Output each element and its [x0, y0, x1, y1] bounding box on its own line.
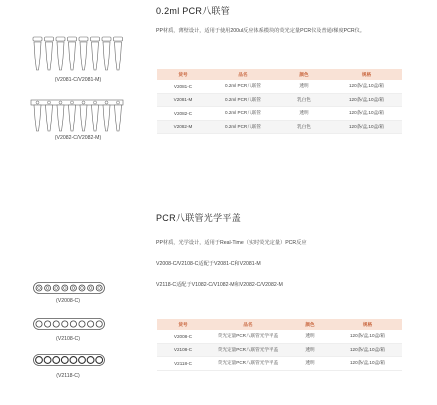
tube-cap — [68, 37, 77, 41]
section1-description: PP材质，薄壁设计，适用于使用200ul反应体系模块的荧光定量PCR仪及普通/梯度PCR仪。 — [156, 28, 365, 34]
table-row — [157, 357, 402, 371]
table-cell: 0.2ml PCR八联管 — [209, 107, 277, 121]
table-cell: 荧光定量PCR八联管光学平盖 — [209, 357, 287, 371]
table-cell: 透明 — [287, 357, 333, 371]
table-cell: 透明 — [287, 343, 333, 357]
table-cell: 乳白色 — [277, 120, 331, 134]
table-cell: 荧光定量PCR八联管光学平盖 — [209, 343, 287, 357]
tube — [69, 105, 76, 131]
tube — [80, 105, 87, 131]
tube-strip-capped-caption: (V2081-C/V2081-M) — [54, 77, 102, 83]
tube — [57, 105, 64, 131]
table-header-spec: 规格 — [331, 69, 402, 80]
section2-line-2: V2008-C/V2108-C适配于V2081-C和V2081-M — [156, 261, 261, 267]
tube — [92, 105, 99, 131]
tube-strip-bar-image — [30, 99, 125, 133]
tube — [80, 42, 87, 70]
section1-spec-table — [157, 69, 402, 134]
table-cell: 120条/盒,10盒/箱 — [333, 357, 402, 371]
table-cell: 120条/盒,10盒/箱 — [333, 343, 402, 357]
tube — [92, 42, 99, 70]
tube — [103, 105, 110, 131]
table-cell: 120条/盒,10盒/箱 — [331, 120, 402, 134]
section2-title: PCR八联管光学平盖 — [156, 213, 242, 223]
table-header-color: 颜色 — [277, 69, 331, 80]
table-cell: 120条/盒,10盒/箱 — [333, 330, 402, 343]
table-cell: 透明 — [287, 330, 333, 343]
tube-cap — [114, 37, 123, 41]
table-cell: V2081-C — [157, 80, 209, 93]
tube-cap — [91, 37, 100, 41]
tube — [34, 42, 41, 70]
table-cell: 120条/盒,10盒/箱 — [331, 80, 402, 93]
table-cell: 透明 — [277, 107, 331, 121]
table-row — [157, 107, 402, 121]
table-header-name: 品名 — [209, 69, 277, 80]
cap-strip-v2118-image — [33, 354, 105, 366]
cap-strip-v2008-caption: (V2008-C) — [56, 298, 80, 304]
cap-strip-v2118-caption: (V2118-C) — [56, 373, 80, 379]
table-cell: 0.2ml PCR八联管 — [209, 120, 277, 134]
tube — [46, 105, 53, 131]
tube-strip-bar — [31, 100, 123, 105]
table-cell: 荧光定量PCR八联管光学平盖 — [209, 330, 287, 343]
table-cell: V2108-C — [157, 343, 209, 357]
section2-line-1: PP材质，光学设计，适用于Real-Time（实时荧光定量）PCR反应 — [156, 240, 307, 246]
tube-cap — [45, 37, 54, 41]
tube-cap — [33, 37, 42, 41]
section2-spec-table — [157, 319, 402, 371]
table-row — [157, 93, 402, 107]
table-row — [157, 330, 402, 343]
table-cell: 乳白色 — [277, 93, 331, 107]
tube — [69, 42, 76, 70]
tube — [57, 42, 64, 70]
table-header-sku: 货号 — [157, 69, 209, 80]
table-row — [157, 343, 402, 357]
table-row — [157, 120, 402, 134]
tube-cap — [102, 37, 111, 41]
section2-line-3: V2118-C适配于V1082-C/V1082-M和V2082-C/V2082-M — [156, 282, 283, 288]
table-header-sku: 货号 — [157, 319, 209, 330]
tube — [34, 105, 41, 131]
table-header-color: 颜色 — [287, 319, 333, 330]
table-cell: V2008-C — [157, 330, 209, 343]
cap-strip-v2108-caption: (V2108-C) — [56, 336, 80, 342]
table-header-name: 品名 — [209, 319, 287, 330]
table-header-spec: 规格 — [333, 319, 402, 330]
table-cell: 0.2ml PCR八联管 — [209, 80, 277, 93]
table-row — [157, 80, 402, 93]
table-cell: 120条/盒,10盒/箱 — [331, 93, 402, 107]
table-cell: V2082-M — [157, 120, 209, 134]
cap-strip-v2008-image — [33, 282, 105, 294]
tube — [46, 42, 53, 70]
tube-cap — [56, 37, 65, 41]
tube-strip-bar-caption: (V2082-C/V2082-M) — [54, 135, 102, 141]
section1-title: 0.2ml PCR八联管 — [156, 6, 231, 16]
tube — [115, 105, 122, 131]
table-cell: 0.2ml PCR八联管 — [209, 93, 277, 107]
table-cell: V2082-C — [157, 107, 209, 121]
tube-strip-capped-image — [30, 36, 125, 74]
table-cell: V2081-M — [157, 93, 209, 107]
cap-strip-v2108-image — [33, 318, 105, 330]
tube-cap — [79, 37, 88, 41]
table-cell: V2118-C — [157, 357, 209, 371]
table-cell: 透明 — [277, 80, 331, 93]
tube — [115, 42, 122, 70]
tube — [103, 42, 110, 70]
table-cell: 120条/盒,10盒/箱 — [331, 107, 402, 121]
